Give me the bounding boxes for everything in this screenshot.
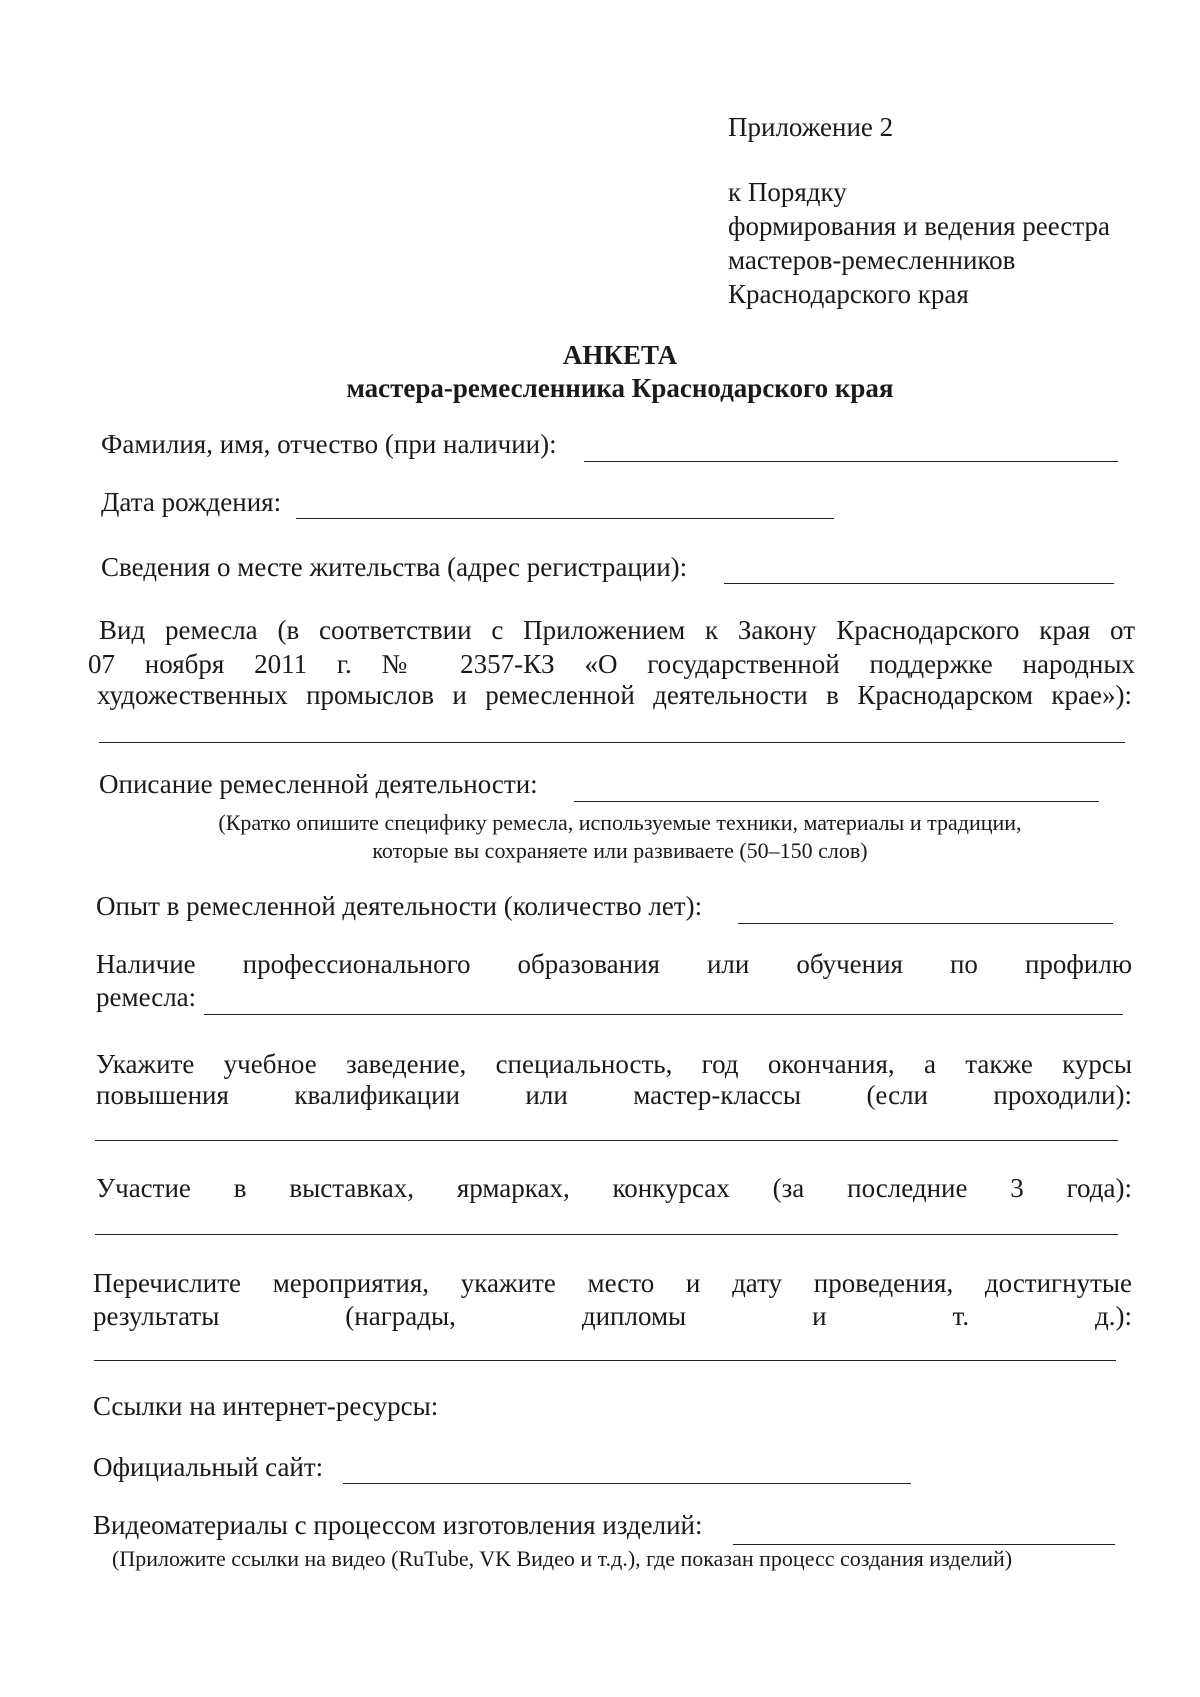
craft-label-line1: Вид ремесла (в соответствии с Приложением к Закону Краснодарского края от — [99, 615, 1135, 645]
institution-label-line1: Укажите учебное заведение, специальность, год окончания, а также курсы — [96, 1049, 1132, 1079]
residence-label: Сведения о месте жительства (адрес регистрации): — [101, 552, 688, 582]
events-label-line1: Перечислите мероприятия, укажите место и дату проведения, достигнутые — [93, 1268, 1132, 1298]
appendix-ref-line4: Краснодарского края — [728, 279, 969, 309]
education-label-line1: Наличие профессионального образования или обучения по профилю — [96, 949, 1132, 979]
birth-date-label: Дата рождения: — [101, 487, 282, 517]
fio-label: Фамилия, имя, отчество (при наличии): — [101, 429, 557, 459]
events-label-line2: результаты (награды, дипломы и т. д.): — [93, 1301, 1132, 1331]
appendix-ref-line1: к Порядку — [728, 177, 847, 207]
craft-field[interactable] — [99, 742, 1125, 743]
website-field[interactable] — [343, 1483, 911, 1484]
birth-date-field[interactable] — [296, 518, 834, 519]
residence-field[interactable] — [724, 583, 1114, 584]
description-note-line1: (Кратко опишите специфику ремесла, используемые техники, материалы и традиции, — [218, 810, 1022, 835]
institution-label-line2: повышения квалификации или мастер-классы (если проходили): — [96, 1080, 1132, 1110]
craft-label-line3: художественных промыслов и ремесленной деятельности в Краснодарском крае»): — [97, 680, 1132, 710]
form-title: АНКЕТА — [562, 340, 678, 370]
appendix-ref-line3: мастеров-ремесленников — [728, 245, 1016, 275]
internet-label: Ссылки на интернет-ресурсы: — [93, 1391, 439, 1421]
form-subtitle: мастера-ремесленника Краснодарского края — [346, 373, 894, 403]
events-field[interactable] — [94, 1360, 1116, 1361]
website-label: Официальный сайт: — [93, 1452, 324, 1482]
education-field[interactable] — [204, 1014, 1123, 1015]
video-note: (Приложите ссылки на видео (RuTube, VK Видео и т.д.), где показан процесс создания изделий) — [112, 1546, 1013, 1571]
fio-field[interactable] — [584, 461, 1118, 462]
education-label-line2: ремесла: — [96, 982, 197, 1012]
experience-label: Опыт в ремесленной деятельности (количество лет): — [96, 891, 703, 921]
description-field[interactable] — [574, 801, 1099, 802]
appendix-number: Приложение 2 — [728, 112, 894, 142]
exhibitions-field[interactable] — [95, 1234, 1118, 1235]
description-note-line2: которые вы сохраняете или развиваете (50–150 слов) — [372, 838, 868, 863]
description-label: Описание ремесленной деятельности: — [99, 769, 538, 799]
exhibitions-label: Участие в выставках, ярмарках, конкурсах (за последние 3 года): — [96, 1173, 1132, 1203]
institution-field[interactable] — [95, 1140, 1118, 1141]
craft-label-line2: 07 ноября 2011 г. № 2357-КЗ «О государственной поддержке народных — [88, 649, 1135, 679]
appendix-ref-line2: формирования и ведения реестра — [728, 211, 1111, 241]
experience-field[interactable] — [738, 923, 1113, 924]
video-label: Видеоматериалы с процессом изготовления изделий: — [93, 1510, 703, 1540]
